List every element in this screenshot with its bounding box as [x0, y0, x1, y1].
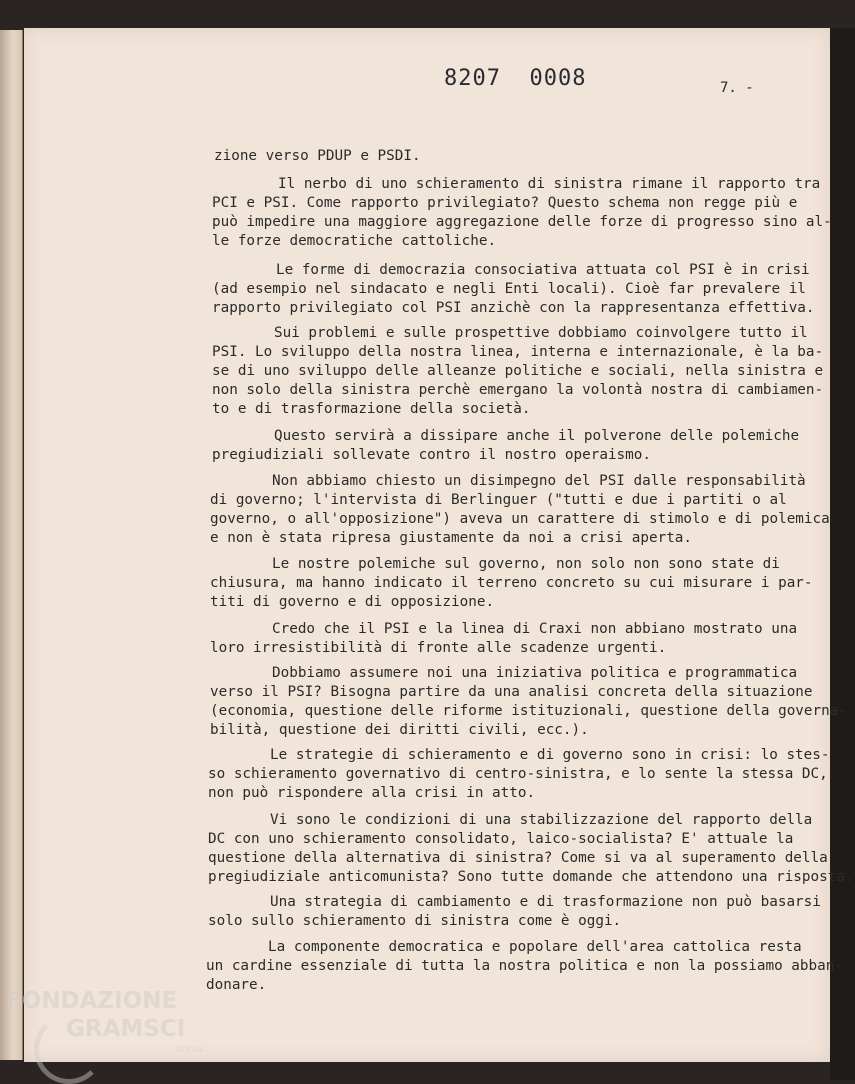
previous-page-edge	[0, 30, 23, 1060]
text-line: Credo che il PSI e la linea di Craxi non abbiano mostrato una	[272, 621, 798, 637]
text-line: pregiudiziali sollevate contro il nostro operaismo.	[212, 447, 651, 463]
text-line: un cardine essenziale di tutta la nostra politica e non la possiamo abban-	[206, 958, 843, 974]
text-line: Questo servirà a dissipare anche il polverone delle polemiche	[274, 428, 800, 444]
watermark-line3: onlus	[176, 1044, 203, 1055]
text-line: se di uno sviluppo delle alleanze politiche e sociali, nella sinistra e	[212, 363, 824, 379]
fondazione-gramsci-watermark	[6, 988, 206, 1078]
text-line: PSI. Lo sviluppo della nostra linea, interna e internazionale, è la ba-	[212, 344, 824, 360]
text-line: Le strategie di schieramento e di governo sono in crisi: lo stes-	[270, 747, 830, 763]
text-line: titi di governo e di opposizione.	[210, 594, 495, 610]
text-line: so schieramento governativo di centro-sinistra, e lo sente la stessa DC,	[208, 766, 828, 782]
text-line: verso il PSI? Bisogna partire da una analisi concreta della situazione	[210, 684, 813, 700]
text-line: zione verso PDUP e PSDI.	[214, 148, 421, 164]
text-line: questione della alternativa di sinistra? Come si va al superamento della	[208, 850, 828, 866]
text-line: le forze democratiche cattoliche.	[212, 233, 497, 249]
text-line: non solo della sinistra perchè emergano la volontà nostra di cambiamen-	[212, 382, 824, 398]
page-number: 7. -	[720, 80, 754, 96]
text-line: bilità, questione dei diritti civili, ecc.).	[210, 722, 589, 738]
text-line: Sui problemi e sulle prospettive dobbiamo coinvolgere tutto il	[274, 325, 808, 341]
text-line: Le nostre polemiche sul governo, non solo non sono state di	[272, 556, 780, 572]
text-line: Una strategia di cambiamento e di trasformazione non può basarsi	[270, 894, 821, 910]
text-line: (economia, questione delle riforme istituzionali, questione della governa-	[210, 703, 847, 719]
text-line: Vi sono le condizioni di una stabilizzazione del rapporto della	[270, 812, 813, 828]
text-line: solo sullo schieramento di sinistra come è oggi.	[208, 913, 622, 929]
text-line: PCI e PSI. Come rapporto privilegiato? Questo schema non regge più e	[212, 195, 798, 211]
text-line: Dobbiamo assumere noi una iniziativa politica e programmatica	[272, 665, 798, 681]
text-line: to e di trasformazione della società.	[212, 401, 531, 417]
text-line: La componente democratica e popolare dell'area cattolica resta	[268, 939, 802, 955]
page-shadow	[830, 28, 855, 1080]
text-line: donare.	[206, 977, 267, 993]
watermark-line1: FONDAZIONE	[6, 988, 178, 1014]
text-line: e non è stata ripresa giustamente da noi a crisi aperta.	[210, 530, 693, 546]
text-line: pregiudiziale anticomunista? Sono tutte domande che attendono una risposta.	[208, 869, 854, 885]
text-line: (ad esempio nel sindacato e negli Enti locali). Cioè far prevalere il	[212, 281, 806, 297]
text-line: Non abbiamo chiesto un disimpegno del PSI dalle responsabilità	[272, 473, 806, 489]
text-line: loro irresistibilità di fronte alle scadenze urgenti.	[210, 640, 667, 656]
text-line: può impedire una maggiore aggregazione delle forze di progresso sino al-	[212, 214, 832, 230]
text-line: chiusura, ma hanno indicato il terreno concreto su cui misurare i par-	[210, 575, 813, 591]
watermark-line2: GRAMSCI	[66, 1016, 186, 1042]
document-code: 8207 0008	[444, 66, 587, 91]
text-line: governo, o all'opposizione") aveva un carattere di stimolo e di polemica	[210, 511, 830, 527]
text-line: Il nerbo di uno schieramento di sinistra rimane il rapporto tra	[278, 176, 821, 192]
text-line: non può rispondere alla crisi in atto.	[208, 785, 536, 801]
text-line: di governo; l'intervista di Berlinguer ("tutti e due i partiti o al	[210, 492, 787, 508]
text-line: DC con uno schieramento consolidato, laico-socialista? E' attuale la	[208, 831, 794, 847]
text-line: Le forme di democrazia consociativa attuata col PSI è in crisi	[276, 262, 810, 278]
text-line: rapporto privilegiato col PSI anzichè con la rappresentanza effettiva.	[212, 300, 815, 316]
